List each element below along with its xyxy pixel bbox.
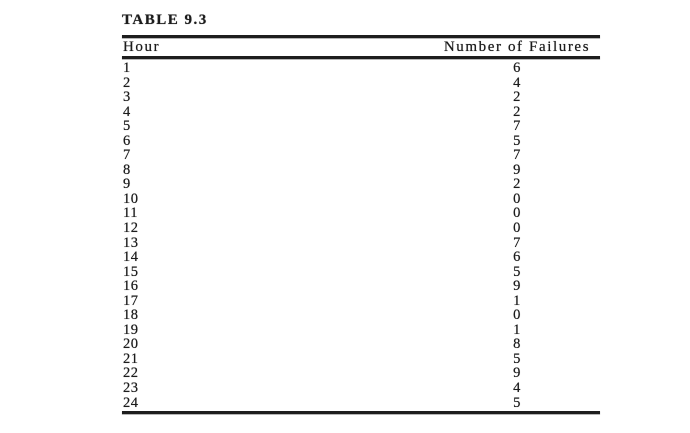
table-row <box>122 221 600 236</box>
table-row <box>122 294 600 309</box>
hour-cell: 20 <box>123 336 139 353</box>
column-header-hour: Hour <box>123 39 161 55</box>
hour-cell: 18 <box>123 307 139 324</box>
failures-cell: 5 <box>513 263 521 280</box>
table-row <box>122 148 600 163</box>
hour-cell: 1 <box>123 60 131 76</box>
table-row <box>122 352 600 367</box>
hour-cell: 4 <box>123 103 131 120</box>
table-row <box>122 366 600 381</box>
failures-cell: 5 <box>513 394 521 411</box>
failures-cell: 6 <box>513 60 521 76</box>
hour-cell: 15 <box>123 263 139 280</box>
hour-cell: 24 <box>123 394 139 411</box>
hour-cell: 10 <box>123 190 139 207</box>
hour-cell: 7 <box>123 147 131 164</box>
table-row <box>122 163 600 178</box>
table-row <box>122 337 600 352</box>
failures-cell: 4 <box>513 74 521 91</box>
hour-cell: 3 <box>123 89 131 106</box>
hour-cell: 22 <box>123 365 139 382</box>
table-row <box>122 192 600 207</box>
hour-cell: 13 <box>123 234 139 251</box>
failures-cell: 0 <box>513 307 521 324</box>
failures-cell: 0 <box>513 190 521 207</box>
hour-cell: 14 <box>123 249 139 266</box>
hour-cell: 16 <box>123 278 139 295</box>
failures-cell: 2 <box>513 89 521 106</box>
table-header-row <box>122 38 600 56</box>
hour-cell: 19 <box>123 321 139 338</box>
hour-cell: 9 <box>123 176 131 193</box>
table-row <box>122 105 600 120</box>
hour-cell: 6 <box>123 132 131 149</box>
failures-cell: 0 <box>513 220 521 237</box>
table-title: TABLE 9.3 <box>122 12 208 28</box>
failures-cell: 9 <box>513 365 521 382</box>
failures-cell: 0 <box>513 205 521 222</box>
failures-cell: 9 <box>513 278 521 295</box>
hour-cell: 2 <box>123 74 131 91</box>
table-row <box>122 323 600 338</box>
hour-cell: 23 <box>123 380 139 397</box>
column-header-failures: Number of Failures <box>443 39 591 55</box>
table-row <box>122 396 600 411</box>
failures-cell: 9 <box>513 161 521 178</box>
hour-cell: 17 <box>123 292 139 309</box>
table-body <box>122 59 600 411</box>
failures-cell: 2 <box>513 176 521 193</box>
failures-cell: 7 <box>513 147 521 164</box>
table-rule-bottom <box>122 411 600 414</box>
hour-cell: 11 <box>123 205 138 222</box>
table-row <box>122 61 600 76</box>
table-row <box>122 177 600 192</box>
table-row <box>122 308 600 323</box>
table-row <box>122 265 600 280</box>
failures-cell: 8 <box>513 336 521 353</box>
hour-cell: 12 <box>123 220 139 237</box>
failures-cell: 4 <box>513 380 521 397</box>
hour-cell: 5 <box>123 118 131 135</box>
hour-cell: 21 <box>123 350 139 367</box>
failures-cell: 5 <box>513 132 521 149</box>
failures-cell: 5 <box>513 350 521 367</box>
table-row <box>122 90 600 105</box>
failures-cell: 2 <box>513 103 521 120</box>
failures-cell: 7 <box>513 234 521 251</box>
failures-cell: 7 <box>513 118 521 135</box>
table-row <box>122 279 600 294</box>
table-row <box>122 134 600 149</box>
table-row <box>122 119 600 134</box>
table-row <box>122 206 600 221</box>
failures-cell: 1 <box>513 321 521 338</box>
hour-cell: 8 <box>123 161 131 178</box>
failures-cell: 6 <box>513 249 521 266</box>
failures-cell: 1 <box>513 292 521 309</box>
table-row <box>122 250 600 265</box>
table-row <box>122 236 600 251</box>
table-row <box>122 381 600 396</box>
table-row <box>122 76 600 91</box>
failures-table <box>122 12 600 414</box>
